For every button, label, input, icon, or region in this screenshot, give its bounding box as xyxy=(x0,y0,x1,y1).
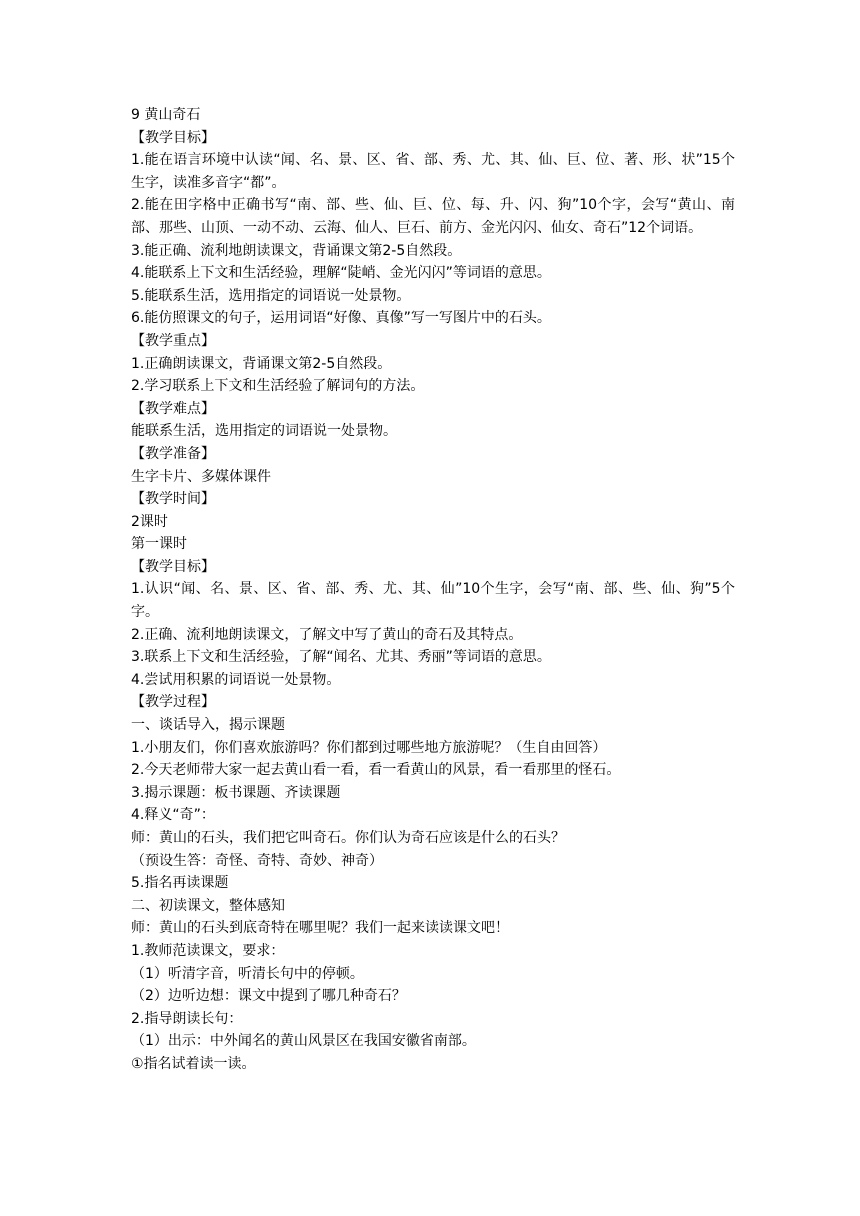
text-line: 【教学难点】 xyxy=(131,400,215,417)
document-body xyxy=(131,104,735,1076)
text-line: （预设生答：奇怪、奇特、奇妙、神奇） xyxy=(131,852,383,869)
text-line: 一、谈话导入，揭示课题 xyxy=(131,717,285,734)
paragraph: 1.能在语言环境中认读“闻、名、景、区、省、部、秀、尤、其、仙、巨、位、著、形、状”15个生字，读准多音字“都”。 xyxy=(131,152,735,191)
text-line: 2.学习联系上下文和生活经验了解词句的方法。 xyxy=(131,378,425,395)
text-line: 3.能正确、流利地朗读课文，背诵课文第2-5自然段。 xyxy=(131,242,462,259)
text-line: 2课时 xyxy=(131,513,168,530)
text-line: 2.今天老师带大家一起去黄山看一看，看一看黄山的风景，看一看那里的怪石。 xyxy=(131,762,621,779)
text-line: 第一课时 xyxy=(131,536,187,553)
text-line: 4.能联系上下文和生活经验，理解“陡峭、金光闪闪”等词语的意思。 xyxy=(131,265,551,282)
text-line: 5.指名再读课题 xyxy=(131,875,229,892)
text-line: ①指名试着读一读。 xyxy=(131,1055,256,1072)
paragraph: 2.能在田字格中正确书写“南、部、些、仙、巨、位、每、升、闪、狗”10个字，会写“黄山、南部、那些、山顶、一动不动、云海、仙人、巨石、前方、金光闪闪、仙女、奇石”12个词语。 xyxy=(131,197,735,236)
text-line: 5.能联系生活，选用指定的词语说一处景物。 xyxy=(131,287,411,304)
text-line: 【教学准备】 xyxy=(131,445,215,462)
text-line: （1）出示：中外闻名的黄山风景区在我国安徽省南部。 xyxy=(131,1033,476,1050)
text-line: 4.释义“奇”： xyxy=(131,807,215,824)
text-line: 能联系生活，选用指定的词语说一处景物。 xyxy=(131,423,397,440)
text-line: 1.小朋友们，你们喜欢旅游吗？你们都到过哪些地方旅游呢？（生自由回答） xyxy=(131,739,607,756)
text-line: 【教学目标】 xyxy=(131,129,215,146)
text-line: 1.正确朗读课文，背诵课文第2-5自然段。 xyxy=(131,355,392,372)
text-line: 【教学重点】 xyxy=(131,332,215,349)
text-line: 2.指导朗读长句： xyxy=(131,1010,243,1027)
text-line: 师：黄山的石头到底奇特在哪里呢？我们一起来读读课文吧！ xyxy=(131,920,509,937)
text-line: 4.尝试用积累的词语说一处景物。 xyxy=(131,671,341,688)
text-line: （2）边听边想：课文中提到了哪几种奇石？ xyxy=(131,988,406,1005)
text-line: 生字卡片、多媒体课件 xyxy=(131,468,271,485)
text-line: 【教学目标】 xyxy=(131,558,215,575)
text-line: 6.能仿照课文的句子，运用词语“好像、真像”写一写图片中的石头。 xyxy=(131,310,551,327)
text-line: （1）听清字音，听清长句中的停顿。 xyxy=(131,965,364,982)
text-line: 二、初读课文，整体感知 xyxy=(131,897,285,914)
text-line: 2.正确、流利地朗读课文，了解文中写了黄山的奇石及其特点。 xyxy=(131,626,523,643)
text-line: 师：黄山的石头，我们把它叫奇石。你们认为奇石应该是什么的石头？ xyxy=(131,830,565,846)
text-line: 【教学时间】 xyxy=(131,491,215,508)
paragraph: 1.认识“闻、名、景、区、省、部、秀、尤、其、仙”10个生字，会写“南、部、些、仙、狗”5个字。 xyxy=(131,581,735,621)
text-line: 3.联系上下文和生活经验，了解“闻名、尤其、秀丽”等词语的意思。 xyxy=(131,649,551,666)
text-line: 3.揭示课题：板书课题、齐读课题 xyxy=(131,784,341,801)
text-line: 【教学过程】 xyxy=(131,694,215,711)
text-line: 1.教师范读课文，要求： xyxy=(131,942,285,959)
text-line: 9 黄山奇石 xyxy=(131,107,201,123)
